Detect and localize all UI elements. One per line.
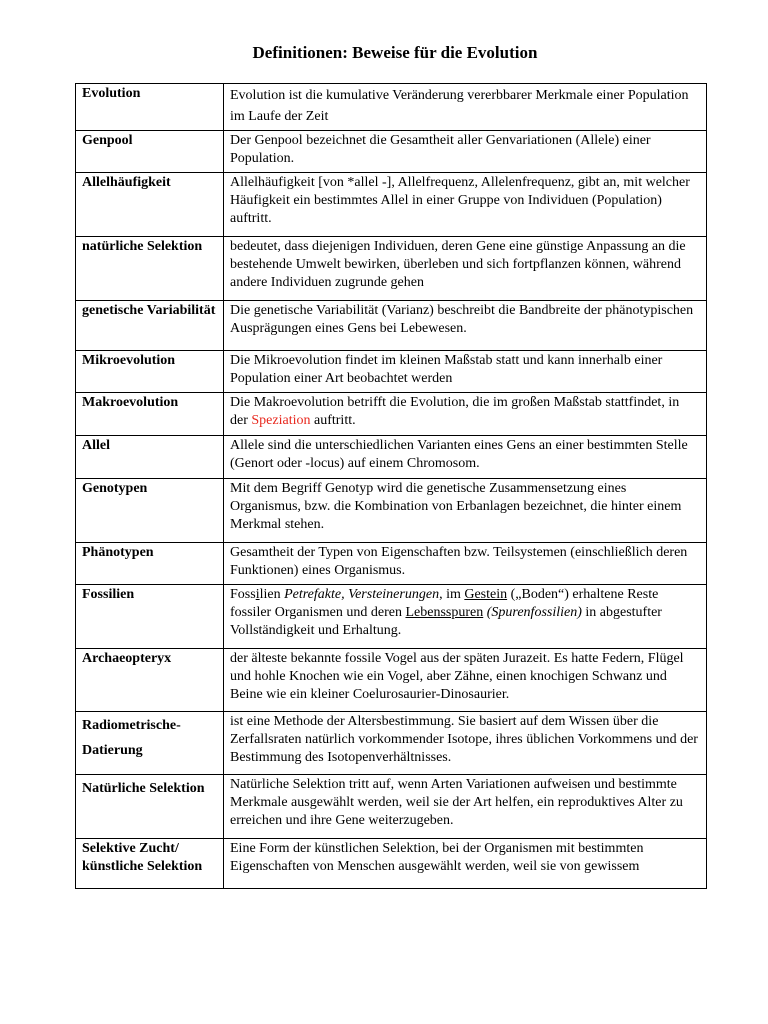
gestein-link[interactable]: Gestein: [464, 587, 508, 602]
definition-cell: Die Mikroevolution findet im kleinen Maßstab statt und kann innerhalb einer Population einer Art beobachtet werden: [224, 351, 707, 393]
definition-cell: Evolution ist die kumulative Veränderung vererbbarer Merkmale einer Population im Laufe der Zeit: [224, 84, 707, 131]
term-cell: Genotypen: [76, 479, 224, 543]
definition-text: i: [255, 587, 260, 602]
definition-cell: Der Genpool bezeichnet die Gesamtheit aller Genvariationen (Allele) einer Population.: [224, 131, 707, 173]
speziation-link[interactable]: Speziation: [251, 413, 311, 428]
term-cell: Allel: [76, 436, 224, 479]
table-row: [76, 649, 707, 712]
term-cell: Makroevolution: [76, 393, 224, 436]
term-cell: Mikroevolution: [76, 351, 224, 393]
term-cell: Archaeopteryx: [76, 649, 224, 712]
definitions-table: [75, 83, 707, 889]
term-cell: Allelhäufigkeit: [76, 173, 224, 237]
term-cell: genetische Variabilität: [76, 301, 224, 351]
term-cell: Evolution: [76, 84, 224, 131]
table-row: [76, 393, 707, 436]
definition-cell: Allelhäufigkeit [von *allel -], Allelfrequenz, Allelenfrequenz, gibt an, mit welcher Häufigkeit ein bestimmtes Allel in einer Gruppe von Individuen (Population) auftritt.: [224, 173, 707, 237]
table-row: [76, 479, 707, 543]
definition-cell: Allele sind die unterschiedlichen Varianten eines Gens an einer bestimmten Stelle (Genort oder -locus) auf einem Chromosom.: [224, 436, 707, 479]
table-row: [76, 839, 707, 889]
definition-text: auftritt.: [310, 413, 356, 428]
definition-cell: Mit dem Begriff Genotyp wird die genetische Zusammensetzung eines Organismus, bzw. die Kombination von Erbanlagen bezeichnet, die hinter einem Merkmal stehen.: [224, 479, 707, 543]
definition-text: Foss: [230, 587, 256, 602]
definition-cell: Die genetische Variabilität (Varianz) beschreibt die Bandbreite der phänotypischen Ausprägungen eines Gens bei Lebewesen.: [224, 301, 707, 351]
lebensspuren-link[interactable]: Lebensspuren: [405, 605, 484, 620]
definition-text: , im: [439, 587, 465, 602]
term-cell: Radiometrische-Datierung: [76, 712, 224, 775]
definition-cell: ist eine Methode der Altersbestimmung. Sie basiert auf dem Wissen über die Zerfallsraten natürlich vorkommender Isotope, ihres üblichen Vorkommens und der Bestimmung des Isotopenverhältnisses.: [224, 712, 707, 775]
term-cell: Selektive Zucht/ künstliche Selektion: [76, 839, 224, 889]
table-row: [76, 543, 707, 585]
definition-text: in abgestufter Vollständigkeit und Erhaltung.: [230, 605, 662, 638]
definition-cell: Natürliche Selektion tritt auf, wenn Arten Variationen aufweisen und bestimmte Merkmale ausgewählt werden, weil sie der Art helfen, ein reproduktives Alter zu erreichen und ihre Gene weiterzugeben.: [224, 775, 707, 839]
term-cell: Genpool: [76, 131, 224, 173]
definition-text: Petrefakte, Versteinerungen: [284, 587, 440, 602]
table-row: [76, 775, 707, 839]
term-cell: Phänotypen: [76, 543, 224, 585]
definition-cell: [224, 393, 707, 436]
definition-text: (Spurenfossilien): [486, 605, 582, 620]
definition-text: lien: [259, 587, 285, 602]
table-row: [76, 712, 707, 775]
definition-cell: Gesamtheit der Typen von Eigenschaften bzw. Teilsystemen (einschließlich deren Funktionen) eines Organismus.: [224, 543, 707, 585]
definition-text: („Boden“) erhaltene Reste fossiler Organismen und deren: [230, 587, 659, 620]
definition-cell: bedeutet, dass diejenigen Individuen, deren Gene eine günstige Anpassung an die bestehende Umwelt bewirken, überleben und sich fortpflanzen können, während andere Individuen zugrunde gehen: [224, 237, 707, 301]
definition-cell: Eine Form der künstlichen Selektion, bei der Organismen mit bestimmten Eigenschaften von Menschen ausgewählt werden, weil sie von gewissem: [224, 839, 707, 889]
table-row: [76, 84, 707, 131]
table-row: [76, 436, 707, 479]
table-row: [76, 173, 707, 237]
definition-cell: [224, 585, 707, 649]
definition-cell: der älteste bekannte fossile Vogel aus der späten Jurazeit. Es hatte Federn, Flügel und hohle Knochen wie ein Vogel, aber Zähne, einen knochigen Schwanz und Beine wie ein kleiner Coelurosaurier-Dinosaurier.: [224, 649, 707, 712]
table-row: [76, 131, 707, 173]
term-cell: Natürliche Selektion: [76, 775, 224, 839]
table-row: [76, 585, 707, 649]
page-title: Definitionen: Beweise für die Evolution: [252, 43, 538, 62]
term-cell: Fossilien: [76, 585, 224, 649]
table-row: [76, 351, 707, 393]
term-cell: natürliche Selektion: [76, 237, 224, 301]
table-row: [76, 237, 707, 301]
table-row: [76, 301, 707, 351]
definition-text: Die Makroevolution betrifft die Evolution, die im großen Maßstab stattfindet, in der: [230, 395, 680, 428]
